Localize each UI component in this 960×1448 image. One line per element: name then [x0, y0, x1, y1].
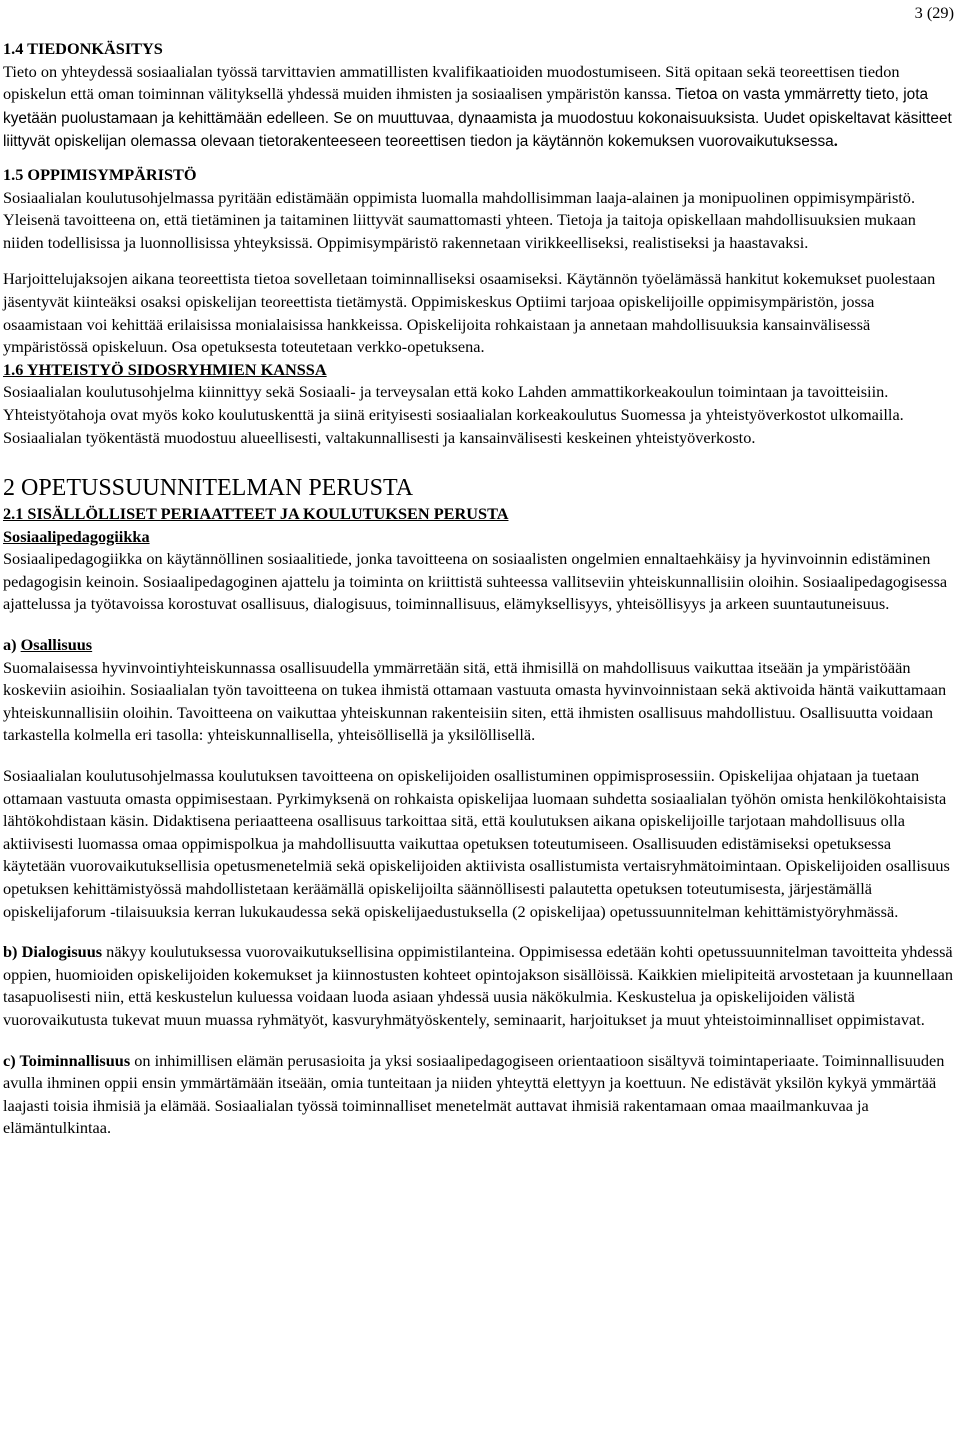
section-heading-1-4: 1.4 TIEDONKÄSITYS: [3, 39, 163, 58]
term-dialogisuus: Dialogisuus: [21, 942, 103, 962]
paragraph-osallisuus-2: Sosiaalialan koulutusohjelmassa koulutuksen tavoitteena on opiskelijoiden osallistuminen oppimisprosessiin. Opiskelijaa ohjataan ja tuetaan ottamaan vastuuta omasta oppimisestaan. Pyrkimyksenä on rohkaista opiskelijaa luomaan suhdetta sosiaalialan työhön omista henkilökohtaisista lähtökohdistaan käsin. Didaktisena periaatteena osallisuus tarkoittaa sitä, että koulutuksen aikana opiskelijoille tarjotaan mahdollisuus olla aktiivisesti luomassa omaa oppimispolkua ja mahdollisuutta vaikuttaa opetuksen toteutumiseen. Osallisuuden edistämiseksi opetuksessa käytetään vuorovaikutuksellisia opetusmenetelmiä sekä opiskelijoiden aktiivista osallistumista vertaisryhmätoimintaan. Opiskelijoiden osallisuus opetuksen kehittämistyössä mahdollistetaan keräämällä opiskelijoilta säännöllisesti palautetta opetuksen toteutumisesta, järjestämällä opiskelijaforum -tilaisuuksia kerran lukukaudessa sekä opiskelijaedustuksella (2 opiskelijaa) opetussuunnitelman kehittämistyöryhmässä.: [3, 766, 950, 921]
list-marker-a: a): [3, 635, 21, 655]
term-toiminnallisuus: Toiminnallisuus: [19, 1050, 131, 1070]
subheading-osallisuus: [3, 634, 953, 657]
paragraph-dialogisuus: [3, 941, 953, 1031]
page-number: 3 (29): [914, 3, 954, 22]
section-heading-1-6: 1.6 YHTEISTYÖ SIDOSRYHMIEN KANSSA: [3, 359, 327, 379]
page-content: [3, 38, 953, 1140]
section-heading-1-5: 1.5 OPPIMISYMPÄRISTÖ: [3, 164, 197, 184]
paragraph-oppimisymparisto-1: Sosiaalialan koulutusohjelmassa pyritään edistämään oppimista luomalla mahdollisimman laaja-alainen ja monipuolinen oppimisympäristö. Yleisenä tavoitteena on, että tietäminen ja taitaminen liittyvät saumattomasti yhteen. Tietoja ja taitoja opiskellaan mahdollisuuksien mukaan niiden todellisissa ja luonnollisissa yhteyksissä. Oppimisympäristö rakennetaan virikkeelliseksi, realistiseksi ja haastavaksi.: [3, 187, 916, 252]
paragraph-text: on inhimillisen elämän perusasioita ja yksi sosiaalipedagogiseen orientaatioon sisältyvä toimintaperiaate. Toiminnallisuuden avulla ihminen oppii ensin ymmärtämään itseään, omia tunteitaan ja niiden yhteyttä elettyyn ja koettuun. Ne edistävät yksilön kykyä ymmärtää laajasti toisia ihmisiä ja elämää. Sosiaalialan työssä toiminnalliset menetelmät auttavat ihmisiä rakentamaan omaa maailmankuvaa ja elämäntulkintaa.: [3, 1050, 945, 1138]
period: .: [833, 131, 838, 151]
list-marker-b: b): [3, 942, 22, 962]
term-osallisuus: Osallisuus: [20, 635, 93, 655]
paragraph-text-sans: Tietoa on vasta ymmärretty tieto, jota kyetään puolustamaan ja kehittämään edelleen. Se on muuttuvaa, dynaamista ja muodostuu kokonaisuuksista. Uudet opiskeltavat käsitteet liittyvät opiskelijan olemassa olevaan tietorakenteeseen teoreettisen tiedon ja käytännön kokemuksen vuorovaikutuksessa: [3, 86, 952, 151]
paragraph-osallisuus-1: Suomalaisessa hyvinvointiyhteiskunnassa osallisuudella ymmärretään sitä, että ihmisillä on mahdollisuus vaikuttaa itseään ja ympäristöään koskeviin asioihin. Sosiaalialan työn tavoitteena on tukea ihmistä ottamaan vastuuta omasta hyvinvoinnistaan sekä aktivoida häntä vaikuttamaan yhteiskunnallisiin oloihin. Tavoitteena on vaikuttaa yhteiskunnan rakenteisiin siten, että ihmisten osallisuus mahdollistuu. Osallisuutta voidaan tarkastella kolmella eri tasolla: yhteiskunnallisella, yhteisöllisellä ja yksilöllisellä.: [3, 657, 947, 745]
section-heading-2-1: 2.1 SISÄLLÖLLISET PERIAATTEET JA KOULUTUKSEN PERUSTA: [3, 504, 509, 524]
list-marker-c: c): [3, 1050, 20, 1070]
paragraph-yhteistyo: Sosiaalialan koulutusohjelma kiinnittyy sekä Sosiaali- ja terveysalan että koko Lahden ammattikorkeakoulun toimintaan ja tavoitteisiin. Yhteistyötahoja ovat myös koko koulutuskenttä ja siinä erityisesti sosiaalialan korkeakoulutus Suomessa ja yhteistyöverkostot ulkomailla. Sosiaalialan työkentästä muodostuu alueellisesti, valtakunnallisesti ja kansainvälisesti keskeinen yhteistyöverkosto.: [3, 382, 904, 447]
paragraph-toiminnallisuus: [3, 1050, 953, 1140]
paragraph-oppimisymparisto-2: Harjoittelujaksojen aikana teoreettista tietoa sovelletaan toiminnalliseksi osaamiseksi. Käytännön työelämässä hankitut kokemukset puolestaan jäsentyvät kiinteäksi osaksi opiskelijan teoreettista tietämystä. Oppimiskeskus Optiimi tarjoaa opiskelijoille oppimisympäristön, jossa osaamistaan voi kehittää erilaisissa monialaisissa hankkeissa. Opiskelijoita rohkaistaan ja annetaan mahdollisuuksia kansainvälisessä ympäristössä opiskeluun. Osa opetuksesta toteutetaan verkko-opetuksena.: [3, 269, 936, 357]
paragraph-text: Tieto on yhteydessä sosiaalialan työssä tarvittavien ammatillisten kvalifikaatioiden muodostumiseen. Sitä opitaan sekä teoreettisen tiedon opiskelun että oman toiminnan välityksellä yhdessä muiden ihmisten ja sosiaalisen ympäristön kanssa.: [3, 61, 900, 104]
paragraph-tiedonkasitys: [3, 61, 953, 154]
subheading-sosiaalipedagogiikka: Sosiaalipedagogiikka: [3, 526, 150, 546]
paragraph-sosiaalipedagogiikka: Sosiaalipedagogiikka on käytännöllinen sosiaalitiede, jonka tavoitteena on sosiaalisten ongelmien ennaltaehkäisy ja hyvinvoinnin edistäminen pedagogisin keinoin. Sosiaalipedagoginen ajattelu ja toiminta on kriittistä suhteessa vallitseviin yhteiskunnallisiin oloihin. Sosiaalipedagogisessa ajattelussa ja työtavoissa korostuvat osallisuus, dialogisuus, toiminnallisuus, elämyksellisyys, yhteisöllisyys ja arkeen suuntautuneisuus.: [3, 549, 948, 614]
chapter-heading-2: 2 OPETUSSUUNNITELMAN PERUSTA: [3, 475, 414, 502]
paragraph-text: näkyy koulutuksessa vuorovaikutuksellisina oppimistilanteina. Oppimisessa edetään kohti opetussuunnitelman tavoitteita yhdessä oppien, huomioiden opiskelijoiden kokemukset ja kiinnostusten kohteet opintojakson sisällöissä. Kaikkien mielipiteitä arvostetaan ja kuunnellaan tasapuolisesti niin, että keskustelun kuluessa voidaan luoda asiaan yhdessä uusia näkökulmia. Keskustelua ja opiskelijoiden välistä vuorovaikutusta tukevat muun muassa ryhmätyöt, kasvuryhmätyöskentely, seminaarit, harjoitukset ja muut yhteistoiminnalliset oppimistavat.: [3, 942, 954, 1029]
